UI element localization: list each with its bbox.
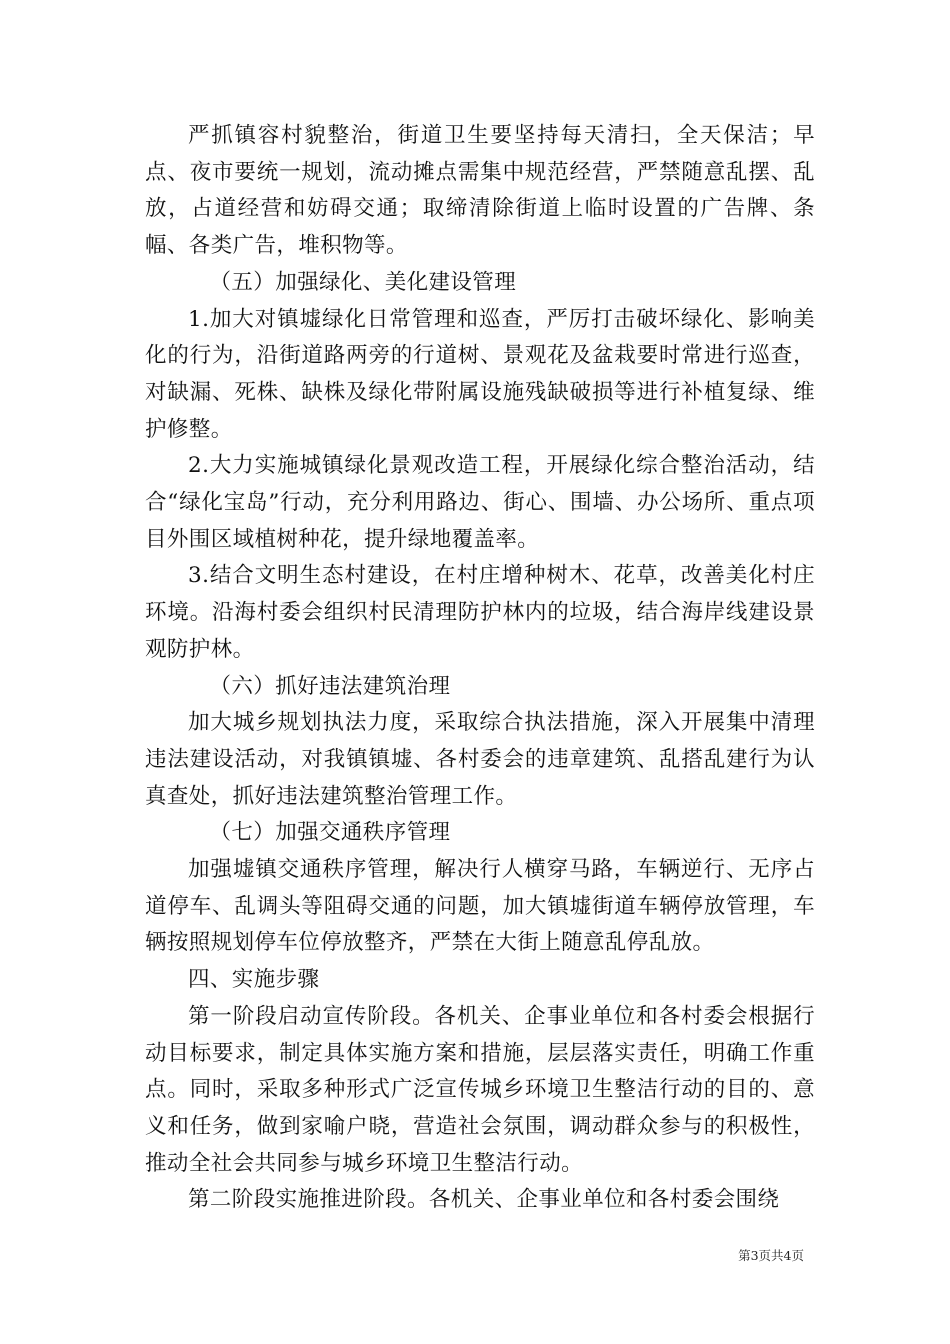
paragraph-town-village-cleanup: 严抓镇容村貌整治，街道卫生要坚持每天清扫，全天保洁；早点、夜市要统一规划，流动摊点需集中规范经营，严禁随意乱摆、乱放，占道经营和妨碍交通；取缔清除街道上临时设置的广告牌、条幅、各类广告，堆积物等。 (145, 123, 815, 259)
paragraph-greening-landscape: 2.大力实施城镇绿化景观改造工程，开展绿化综合整治活动，结合“绿化宝岛”行动，充分利用路边、街心、围墙、办公场所、重点项目外围区域植树种花，提升绿地覆盖率。 (145, 453, 815, 552)
heading-illegal-buildings: （六）抓好违法建筑治理 (209, 673, 451, 699)
heading-greening-management: （五）加强绿化、美化建设管理 (209, 269, 517, 295)
document-body (145, 118, 815, 1219)
section-heading-implementation-steps: 四、实施步骤 (188, 967, 320, 993)
paragraph-stage-one: 第一阶段启动宣传阶段。各机关、企事业单位和各村委会根据行动目标要求，制定具体实施方案和措施，层层落实责任，明确工作重点。同时，采取多种形式广泛宣传城乡环境卫生整洁行动的目的、意义和任务，做到家喻户晓，营造社会氛围，调动群众参与的积极性，推动全社会共同参与城乡环境卫生整洁行动。 (145, 1003, 815, 1176)
paragraph-stage-two: 第二阶段实施推进阶段。各机关、企事业单位和各村委会围绕 (188, 1187, 780, 1213)
paragraph-illegal-buildings: 加大城乡规划执法力度，采取综合执法措施，深入开展集中清理违法建设活动，对我镇镇墟、各村委会的违章建筑、乱搭乱建行为认真查处，抓好违法建筑整治管理工作。 (145, 710, 815, 809)
paragraph-traffic-order: 加强墟镇交通秩序管理，解决行人横穿马路，车辆逆行、无序占道停车、乱调头等阻碍交通的问题，加大镇墟街道车辆停放管理，车辆按照规划停车位停放整齐，严禁在大街上随意乱停乱放。 (145, 857, 815, 956)
paragraph-greening-inspection: 1.加大对镇墟绿化日常管理和巡查，严厉打击破坏绿化、影响美化的行为，沿街道路两旁的行道树、景观花及盆栽要时常进行巡查，对缺漏、死株、缺株及绿化带附属设施残缺破损等进行补植复绿、维护修整。 (145, 306, 815, 442)
heading-traffic-order: （七）加强交通秩序管理 (209, 820, 451, 846)
page-number: 第3页共4页 (738, 1248, 804, 1263)
paragraph-ecological-village: 3.结合文明生态村建设，在村庄增种树木、花草，改善美化村庄环境。沿海村委会组织村民清理防护林内的垃圾，结合海岸线建设景观防护林。 (145, 563, 815, 662)
